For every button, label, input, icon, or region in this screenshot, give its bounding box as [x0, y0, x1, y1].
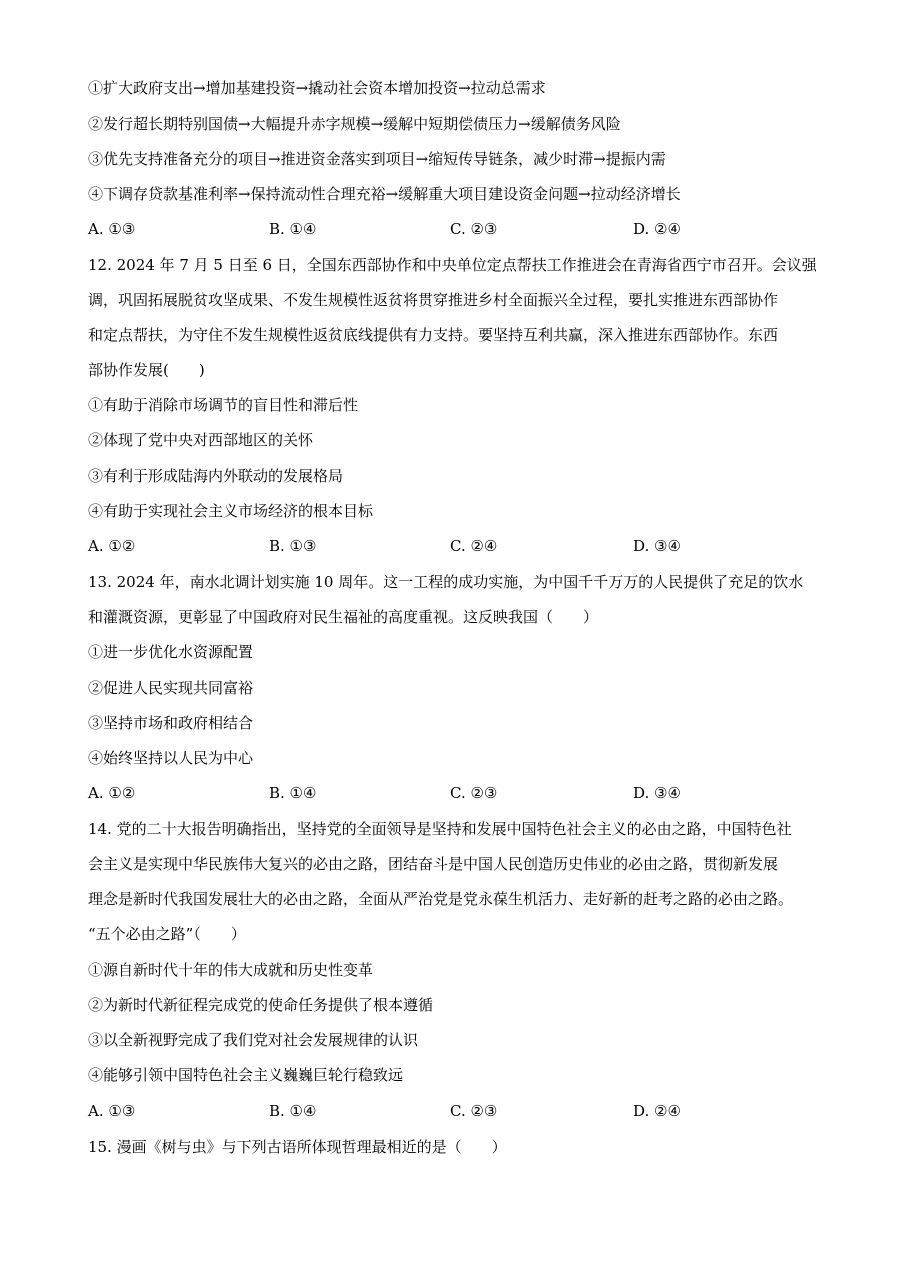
q11-option-d[interactable]: D. ②④ [633, 220, 681, 238]
q11-option-c[interactable]: C. ②③ [450, 220, 498, 238]
q14-option-a[interactable]: A. ①③ [88, 1102, 136, 1120]
q12-item-3: ③有利于形成陆海内外联动的发展格局 [88, 467, 344, 485]
q11-option-a[interactable]: A. ①③ [88, 220, 136, 238]
q12-option-b[interactable]: B. ①③ [269, 537, 317, 555]
q11-option-b[interactable]: B. ①④ [269, 220, 317, 238]
q13-option-a[interactable]: A. ①② [88, 784, 136, 802]
q14-item-2: ②为新时代新征程完成党的使命任务提供了根本遵循 [88, 996, 434, 1014]
q12-item-2: ②体现了党中央对西部地区的关怀 [88, 431, 314, 449]
q11-item-1: ①扩大政府支出→增加基建投资→撬动社会资本增加投资→拉动总需求 [88, 79, 546, 97]
q13-stem-line-2: 和灌溉资源，更彰显了中国政府对民生福祉的高度重视。这反映我国（ ） [88, 608, 599, 626]
q12-item-1: ①有助于消除市场调节的盲目性和滞后性 [88, 396, 359, 414]
q13-stem-line-1: 13. 2024 年，南水北调计划实施 10 周年。这一工程的成功实施，为中国千千万万的人民提供了充足的饮水 [88, 573, 804, 591]
q13-option-b[interactable]: B. ①④ [269, 784, 317, 802]
q14-item-3: ③以全新视野完成了我们党对社会发展规律的认识 [88, 1031, 419, 1049]
q14-stem-line-4: “五个必由之路”（ ） [88, 925, 246, 943]
q13-item-4: ④始终坚持以人民为中心 [88, 749, 254, 767]
q14-option-b[interactable]: B. ①④ [269, 1102, 317, 1120]
q13-item-2: ②促进人民实现共同富裕 [88, 679, 254, 697]
q12-stem-line-3: 和定点帮扶，为守住不发生规模性返贫底线提供有力支持。要坚持互利共赢，深入推进东西部协作。东西 [88, 326, 779, 344]
q14-stem-line-1: 14. 党的二十大报告明确指出，坚持党的全面领导是坚持和发展中国特色社会主义的必由之路，中国特色社 [88, 820, 792, 838]
q14-stem-line-2: 会主义是实现中华民族伟大复兴的必由之路，团结奋斗是中国人民创造历史伟业的必由之路，贯彻新发展 [88, 855, 779, 873]
q11-item-4: ④下调存贷款基准利率→保持流动性合理充裕→缓解重大项目建设资金问题→拉动经济增长 [88, 185, 681, 203]
q14-item-1: ①源自新时代十年的伟大成就和历史性变革 [88, 961, 374, 979]
q12-stem-line-2: 调，巩固拓展脱贫攻坚成果、不发生规模性返贫将贯穿推进乡村全面振兴全过程，要扎实推进东西部协作 [88, 291, 779, 309]
q12-option-c[interactable]: C. ②④ [450, 537, 498, 555]
q14-item-4: ④能够引领中国特色社会主义巍巍巨轮行稳致远 [88, 1066, 404, 1084]
q14-option-c[interactable]: C. ②③ [450, 1102, 498, 1120]
q12-stem-line-1: 12. 2024 年 7 月 5 日至 6 日，全国东西部协作和中央单位定点帮扶工作推进会在青海省西宁市召开。会议强 [88, 256, 817, 274]
q13-item-3: ③坚持市场和政府相结合 [88, 714, 254, 732]
q12-option-a[interactable]: A. ①② [88, 537, 136, 555]
q11-item-2: ②发行超长期特别国债→大幅提升赤字规模→缓解中短期偿债压力→缓解债务风险 [88, 115, 621, 133]
q11-item-3: ③优先支持准备充分的项目→推进资金落实到项目→缩短传导链条，减少时滞→提振内需 [88, 150, 666, 168]
q13-option-c[interactable]: C. ②③ [450, 784, 498, 802]
q14-stem-line-3: 理念是新时代我国发展壮大的必由之路，全面从严治党是党永葆生机活力、走好新的赶考之路的必由之路。 [88, 890, 794, 908]
q12-item-4: ④有助于实现社会主义市场经济的根本目标 [88, 502, 374, 520]
q14-option-d[interactable]: D. ②④ [633, 1102, 681, 1120]
q12-stem-line-4: 部协作发展( ) [88, 361, 205, 379]
q12-option-d[interactable]: D. ③④ [633, 537, 681, 555]
q13-option-d[interactable]: D. ③④ [633, 784, 681, 802]
q13-item-1: ①进一步优化水资源配置 [88, 643, 254, 661]
q15-stem-line-1: 15. 漫画《树与虫》与下列古语所体现哲理最相近的是（ ） [88, 1138, 507, 1156]
